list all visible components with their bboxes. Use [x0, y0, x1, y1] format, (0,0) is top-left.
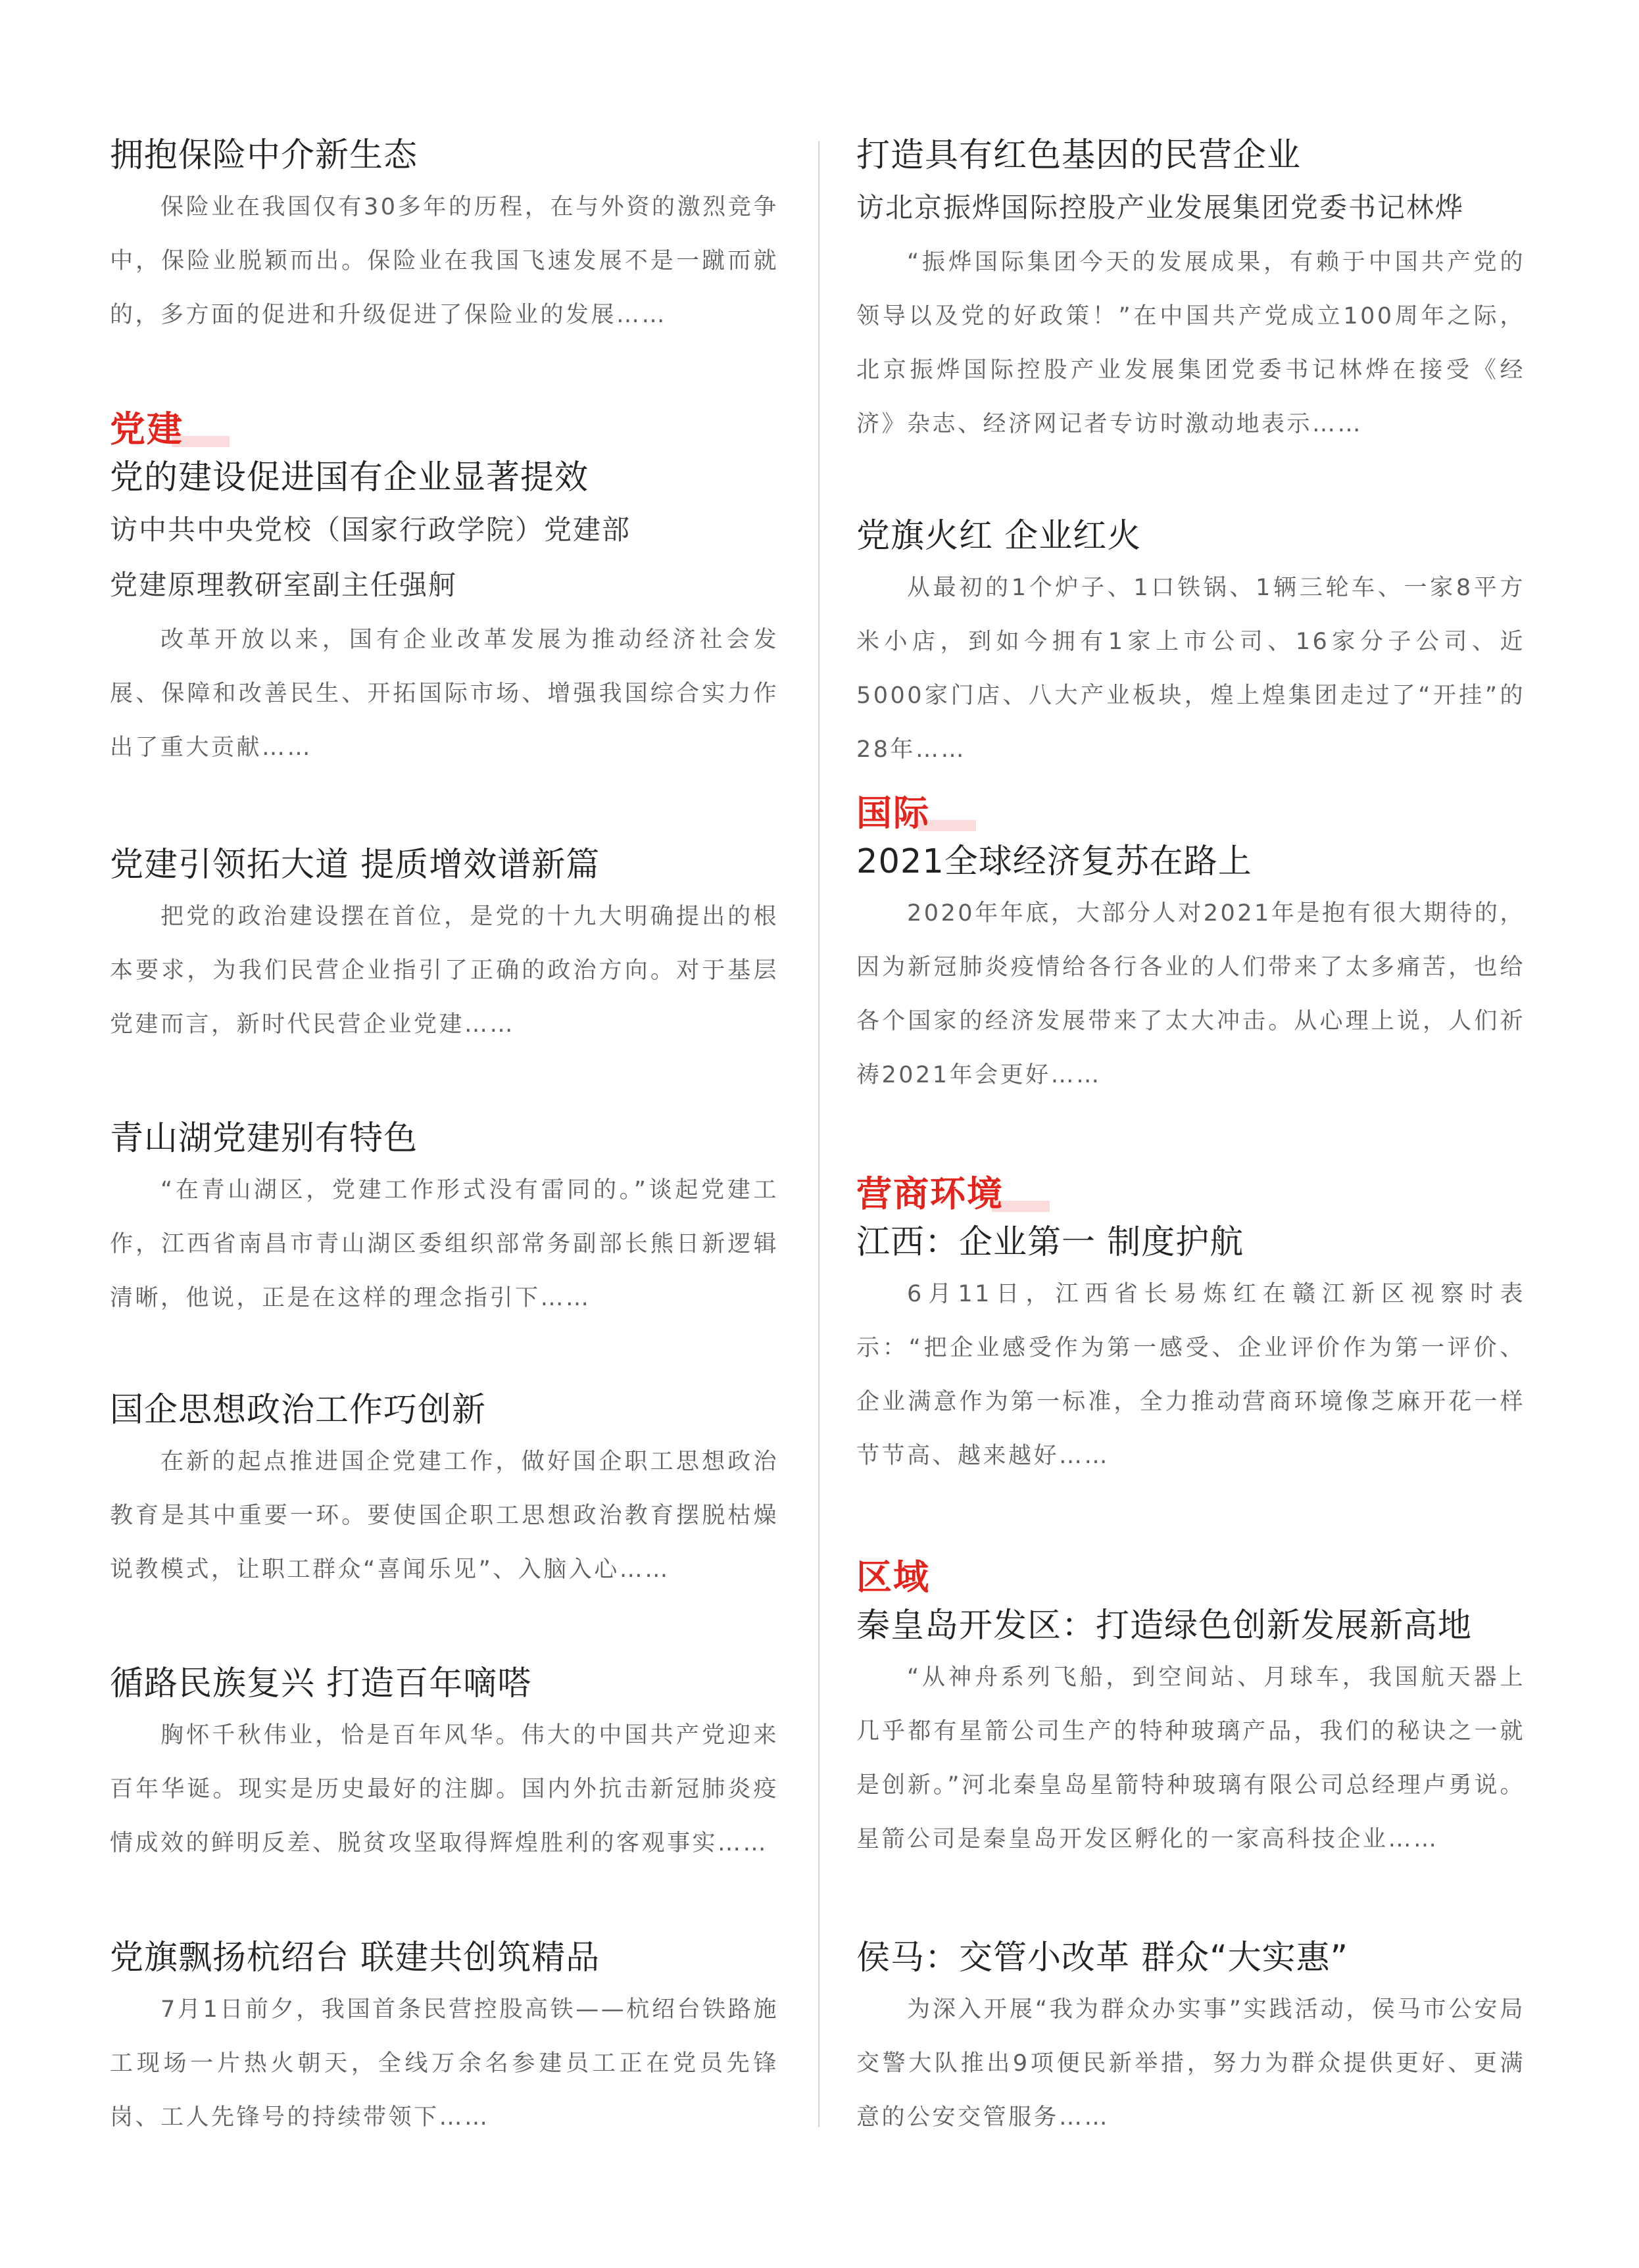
article-summary: “在青山湖区，党建工作形式没有雷同的。”谈起党建工作，江西省南昌市青山湖区委组织部常务副部长熊日新逻辑清晰，他说，正是在这样的理念指引下……	[110, 1177, 779, 1311]
article	[856, 132, 1525, 451]
column-divider	[818, 141, 820, 2127]
article-title: 江西：企业第一 制度护航	[856, 1223, 1244, 1262]
article-summary: 2020年年底，大部分人对2021年是抱有很大期待的，因为新冠肺炎疫情给各行各业的人们带来了太多痛苦，也给各个国家的经济发展带来了太大冲击。从心理上说，人们祈祷2021年会更好……	[856, 900, 1525, 1088]
article-title: 青山湖党建别有特色	[110, 1119, 418, 1158]
article-subtitle: 访中共中央党校（国家行政学院）党建部	[110, 514, 631, 546]
section-label: 区域	[856, 1556, 930, 1598]
article-summary: 从最初的1个炉子、1口铁锅、1辆三轮车、一家8平方米小店，到如今拥有1家上市公司、16家分子公司、近5000家门店、八大产业板块，煌上煌集团走过了“开挂”的28年……	[856, 575, 1525, 763]
article-summary: 保险业在我国仅有30多年的历程，在与外资的激烈竞争中，保险业脱颖而出。保险业在我国飞速发展不是一蹴而就的，多方面的促进和升级促进了保险业的发展……	[110, 194, 779, 328]
article-summary: 在新的起点推进国企党建工作，做好国企职工思想政治教育是其中重要一环。要使国企职工思想政治教育摆脱枯燥说教模式，让职工群众“喜闻乐见”、入脑入心……	[110, 1449, 779, 1583]
article-title: 党旗火红 企业红火	[856, 517, 1142, 556]
article-title: 循路民族复兴 打造百年嘀嗒	[110, 1664, 532, 1703]
article-summary: 把党的政治建设摆在首位，是党的十九大明确提出的根本要求，为我们民营企业指引了正确的政治方向。对于基层党建而言，新时代民营企业党建……	[110, 904, 779, 1038]
article	[856, 1170, 1525, 1483]
article-subtitle: 访北京振烨国际控股产业发展集团党委书记林烨	[856, 191, 1465, 224]
article-title: 打造具有红色基因的民营企业	[856, 136, 1302, 175]
article-summary: “从神舟系列飞船，到空间站、月球车，我国航天器上几乎都有星箭公司生产的特种玻璃产品，我们的秘诀之一就是创新。”河北秦皇岛星箭特种玻璃有限公司总经理卢勇说。星箭公司是秦皇岛开发区孵化的一家高科技企业……	[856, 1664, 1525, 1852]
section-label: 国际	[856, 789, 930, 838]
article	[110, 1386, 779, 1597]
section-label: 党建	[110, 405, 183, 454]
article-title: 秦皇岛开发区：打造绿色创新发展新高地	[856, 1606, 1473, 1645]
article-title: 拥抱保险中介新生态	[110, 136, 418, 175]
article	[856, 789, 1525, 1102]
section-header	[110, 405, 779, 454]
article-title: 党建引领拓大道 提质增效谱新篇	[110, 846, 600, 884]
article-subtitle: 党建原理教研室副主任强舸	[110, 569, 458, 601]
article-title: 2021全球经济复苏在路上	[856, 842, 1252, 881]
article-summary: 改革开放以来，国有企业改革发展为推动经济社会发展、保障和改善民生、开拓国际市场、增强我国综合实力作出了重大贡献……	[110, 627, 779, 761]
section-header	[856, 1553, 1525, 1602]
article	[110, 1115, 779, 1325]
left-column	[110, 0, 779, 2268]
article	[856, 1553, 1525, 1866]
article	[856, 512, 1525, 777]
article	[110, 132, 779, 342]
article	[856, 1934, 1525, 2144]
article	[110, 1660, 779, 1870]
article	[110, 841, 779, 1051]
article-summary: 7月1日前夕，我国首条民营控股高铁——杭绍台铁路施工现场一片热火朝天，全线万余名参建员工正在党员先锋岗、工人先锋号的持续带领下……	[110, 1996, 779, 2131]
article-summary: 6月11日，江西省长易炼红在赣江新区视察时表示：“把企业感受作为第一感受、企业评价作为第一评价、企业满意作为第一标准，全力推动营商环境像芝麻开花一样节节高、越来越好……	[856, 1281, 1525, 1469]
article	[110, 1934, 779, 2144]
section-header	[856, 1170, 1525, 1218]
article-title: 党旗飘扬杭绍台 联建共创筑精品	[110, 1939, 600, 1977]
article	[110, 405, 779, 775]
section-header	[856, 789, 1525, 838]
article-title: 国企思想政治工作巧创新	[110, 1391, 487, 1430]
article-summary: 为深入开展“我为群众办实事”实践活动，侯马市公安局交警大队推出9项便民新举措，努力为群众提供更好、更满意的公安交管服务……	[856, 1996, 1525, 2131]
article-title: 党的建设促进国有企业显著提效	[110, 458, 589, 497]
article-summary: “振烨国际集团今天的发展成果，有赖于中国共产党的领导以及党的好政策！”在中国共产党成立100周年之际，北京振烨国际控股产业发展集团党委书记林烨在接受《经济》杂志、经济网记者专访时激动地表示……	[856, 249, 1525, 437]
section-label: 营商环境	[856, 1170, 1004, 1218]
right-column	[856, 0, 1525, 2268]
article-title: 侯马：交管小改革 群众“大实惠”	[856, 1939, 1349, 1977]
article-summary: 胸怀千秋伟业，恰是百年风华。伟大的中国共产党迎来百年华诞。现实是历史最好的注脚。国内外抗击新冠肺炎疫情成效的鲜明反差、脱贫攻坚取得辉煌胜利的客观事实……	[110, 1722, 779, 1856]
